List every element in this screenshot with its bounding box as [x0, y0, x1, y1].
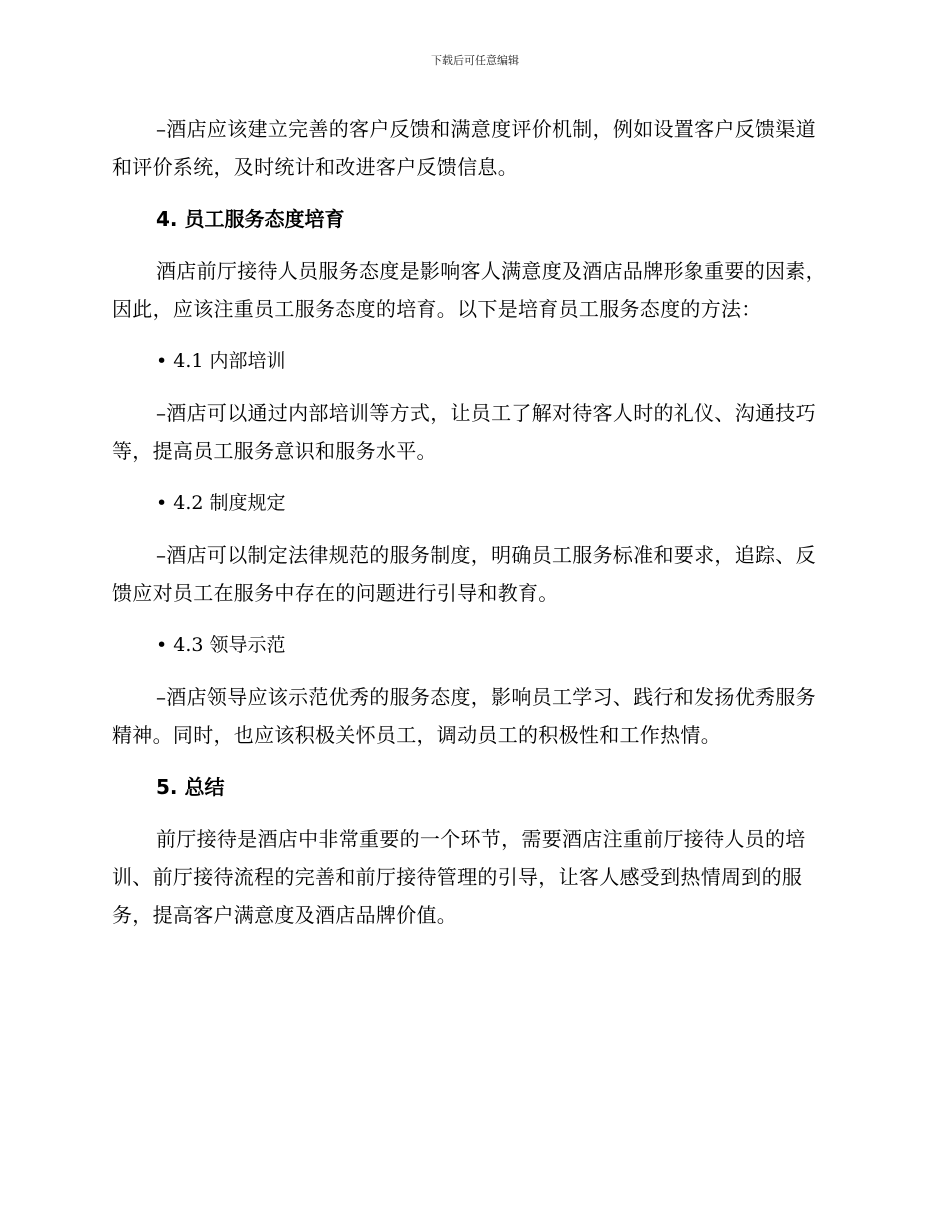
bullet-4-1: • 4.1 内部培训 — [156, 350, 286, 372]
page-header: 下载后可任意编辑 — [431, 54, 519, 67]
bullet-4-2: • 4.2 制度规定 — [156, 492, 286, 514]
paragraph-service-attitude-intro: 酒店前厅接待人员服务态度是影响客人满意度及酒店品牌形象重要的因素，因此，应该注重员工服务态度的培育。以下是培育员工服务态度的方法： — [112, 259, 826, 321]
paragraph-internal-training: –酒店可以通过内部培训等方式，让员工了解对待客人时的礼仪、沟通技巧等，提高员工服务意识和服务水平。 — [112, 401, 816, 463]
section-heading-4: 4. 员工服务态度培育 — [156, 207, 345, 231]
paragraph-customer-feedback: –酒店应该建立完善的客户反馈和满意度评价机制，例如设置客户反馈渠道和评价系统，及时统计和改进客户反馈信息。 — [112, 117, 816, 179]
section-heading-5: 5. 总结 — [156, 775, 225, 799]
paragraph-leadership: –酒店领导应该示范优秀的服务态度，影响员工学习、践行和发扬优秀服务精神。同时，也应该积极关怀员工，调动员工的积极性和工作热情。 — [112, 685, 816, 747]
bullet-4-3: • 4.3 领导示范 — [156, 634, 286, 656]
paragraph-summary: 前厅接待是酒店中非常重要的一个环节，需要酒店注重前厅接待人员的培训、前厅接待流程的完善和前厅接待管理的引导，让客人感受到热情周到的服务，提高客户满意度及酒店品牌价值。 — [112, 827, 806, 927]
document-body — [112, 110, 832, 934]
paragraph-regulations: –酒店可以制定法律规范的服务制度，明确员工服务标准和要求，追踪、反馈应对员工在服务中存在的问题进行引导和教育。 — [112, 543, 816, 605]
